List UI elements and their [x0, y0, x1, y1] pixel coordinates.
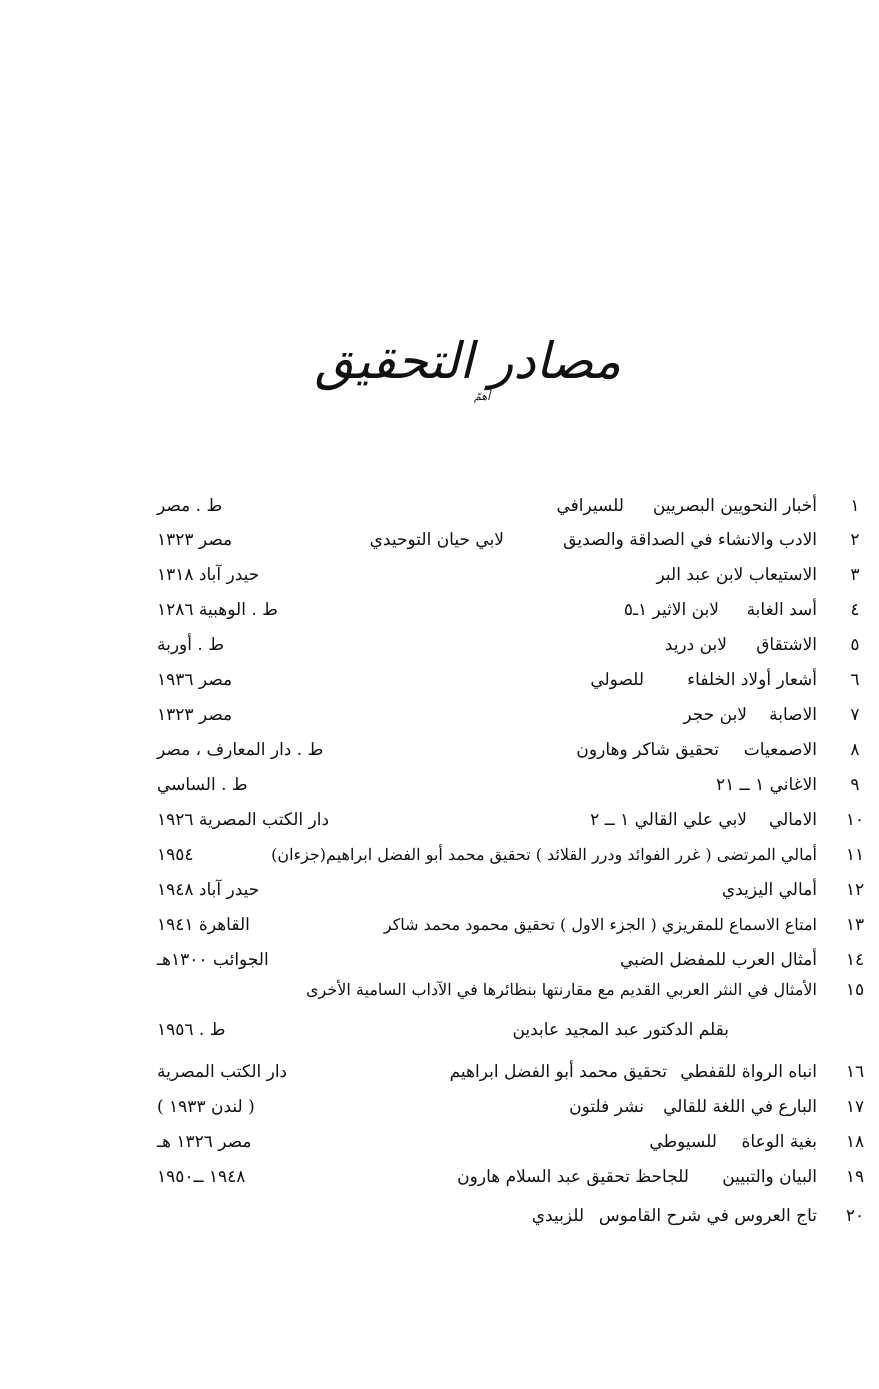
entry-author: تحقيق محمد أبو الفضل ابراهيم	[449, 1062, 667, 1082]
entry-number: ٤	[850, 600, 860, 620]
entry-title: الاصابة	[769, 705, 817, 725]
entry-author: للزبيدي	[531, 1206, 584, 1226]
list-item	[0, 594, 879, 626]
entry-number: ١٧	[845, 1097, 865, 1117]
entry-title: أخبار النحويين البصريين	[652, 496, 817, 516]
page-title: مصادر التحقيق	[314, 332, 621, 390]
entry-publication: ط . ١٩٥٦	[157, 1020, 226, 1040]
list-item	[0, 734, 879, 766]
list-item	[0, 490, 879, 522]
entry-title: الاصمعيات	[743, 740, 817, 760]
entry-author: للسيرافي	[556, 496, 624, 516]
entry-number: ٨	[850, 740, 860, 760]
entry-number: ١٠	[845, 810, 865, 830]
list-item	[0, 874, 879, 906]
list-item	[0, 559, 879, 591]
list-item	[0, 524, 879, 556]
entry-number: ٢٠	[845, 1206, 865, 1226]
entry-number: ١٢	[845, 880, 865, 900]
entry-title: الاشتقاق	[756, 635, 817, 655]
entry-title: البيان والتبيين	[722, 1167, 817, 1187]
list-item	[0, 944, 879, 976]
entry-publication: ط . الساسي	[157, 775, 248, 795]
list-item	[0, 909, 879, 941]
entry-publication: ط . أوربة	[157, 635, 224, 655]
entry-title: أشعار أولاد الخلفاء	[687, 670, 817, 690]
list-item	[0, 839, 879, 871]
entry-author: للجاحظ تحقيق عبد السلام هارون	[457, 1167, 689, 1187]
entry-number: ١١	[845, 845, 865, 865]
entry-title: البارع في اللغة للقالي	[663, 1097, 817, 1117]
entry-author: لابي حيان التوحيدي	[369, 530, 504, 550]
entry-publication: ١٩٥٤	[157, 845, 194, 865]
list-item	[0, 1091, 879, 1123]
entry-publication: مصر ١٣٢٦ هـ	[157, 1132, 252, 1152]
entry-publication: مصر ١٩٣٦	[157, 670, 233, 690]
entry-publication: ١٩٤٨ ــ١٩٥٠	[157, 1167, 246, 1187]
list-item	[0, 1126, 879, 1158]
entry-title: تاج العروس في شرح القاموس	[598, 1206, 817, 1226]
entry-number: ١٤	[845, 950, 865, 970]
entry-number: ١٨	[845, 1132, 865, 1152]
entry-publication: حيدر آباد ١٣١٨	[157, 565, 260, 585]
entry-title: أمثال العرب للمفضل الضبي	[620, 950, 817, 970]
entry-author: لابن الاثير ١ـ٥	[623, 600, 719, 620]
list-item	[0, 769, 879, 801]
entry-number: ٧	[850, 705, 860, 725]
entry-author: للصولي	[590, 670, 644, 690]
list-item	[0, 1056, 879, 1088]
entry-title: الاغاني ١ ــ ٢١	[716, 775, 817, 795]
entry-publication: ط . مصر	[157, 496, 223, 516]
entry-author: لابن حجر	[683, 705, 747, 725]
entry-author: بقلم الدكتور عبد المجيد عابدين	[512, 1020, 729, 1040]
entry-publication: مصر ١٣٢٣	[157, 705, 233, 725]
entry-author: تحقيق شاكر وهارون	[576, 740, 719, 760]
list-item	[0, 804, 879, 836]
list-item-continuation	[0, 1014, 879, 1046]
entry-title: أمالي اليزيدي	[721, 880, 817, 900]
entry-author: نشر فلتون	[569, 1097, 644, 1117]
entry-title: امتاع الاسماع للمقريزي ( الجزء الاول ) تحقيق محمود محمد شاكر	[383, 915, 817, 934]
entry-publication: الجوائب ١٣٠٠هـ	[157, 950, 269, 970]
entry-title: الاستيعاب لابن عبد البر	[656, 565, 817, 585]
entry-number: ٢	[850, 530, 860, 550]
entry-number: ١٣	[845, 915, 865, 935]
page-title-small: أهمّ	[474, 390, 491, 403]
entry-title: الامالي	[768, 810, 817, 830]
entry-publication: مصر ١٣٢٣	[157, 530, 233, 550]
entry-number: ٣	[850, 565, 860, 585]
entry-title: بغية الوعاة	[741, 1132, 817, 1152]
entry-number: ٦	[850, 670, 860, 690]
list-item	[0, 629, 879, 661]
entry-publication: حيدر آباد ١٩٤٨	[157, 880, 260, 900]
entry-number: ٥	[850, 635, 860, 655]
entry-title: الادب والانشاء في الصداقة والصديق	[563, 530, 817, 550]
list-item	[0, 699, 879, 731]
list-item	[0, 974, 879, 1006]
entry-publication: ( لندن ١٩٣٣ )	[157, 1097, 255, 1117]
entry-author: لابن دريد	[664, 635, 727, 655]
entry-number: ١٩	[845, 1167, 865, 1187]
entry-title: أسد الغابة	[746, 600, 817, 620]
heading	[0, 322, 879, 422]
list-item	[0, 1161, 879, 1193]
entry-author: لابي علي القالي ١ ــ ٢	[590, 810, 747, 830]
entry-title: الأمثال في النثر العربي القديم مع مقارنتها بنظائرها في الآداب السامية الأخرى	[306, 980, 817, 999]
entry-number: ١	[850, 496, 860, 516]
entry-author: للسيوطي	[649, 1132, 717, 1152]
entry-publication: القاهرة ١٩٤١	[157, 915, 250, 935]
entry-title: أمالي المرتضى ( غرر الفوائد ودرر القلائد ) تحقيق محمد أبو الفضل ابراهيم(جزءان)	[271, 845, 817, 864]
entry-publication: دار الكتب المصرية	[157, 1062, 288, 1082]
entry-publication: ط . دار المعارف ، مصر	[157, 740, 324, 760]
entry-title: انباه الرواة للقفطي	[680, 1062, 817, 1082]
list-item	[0, 664, 879, 696]
entry-publication: ط . الوهبية ١٢٨٦	[157, 600, 278, 620]
entry-number: ٩	[850, 775, 860, 795]
entry-publication: دار الكتب المصرية ١٩٢٦	[157, 810, 330, 830]
entry-number: ١٥	[845, 980, 865, 1000]
list-item	[0, 1200, 879, 1232]
entry-number: ١٦	[845, 1062, 865, 1082]
